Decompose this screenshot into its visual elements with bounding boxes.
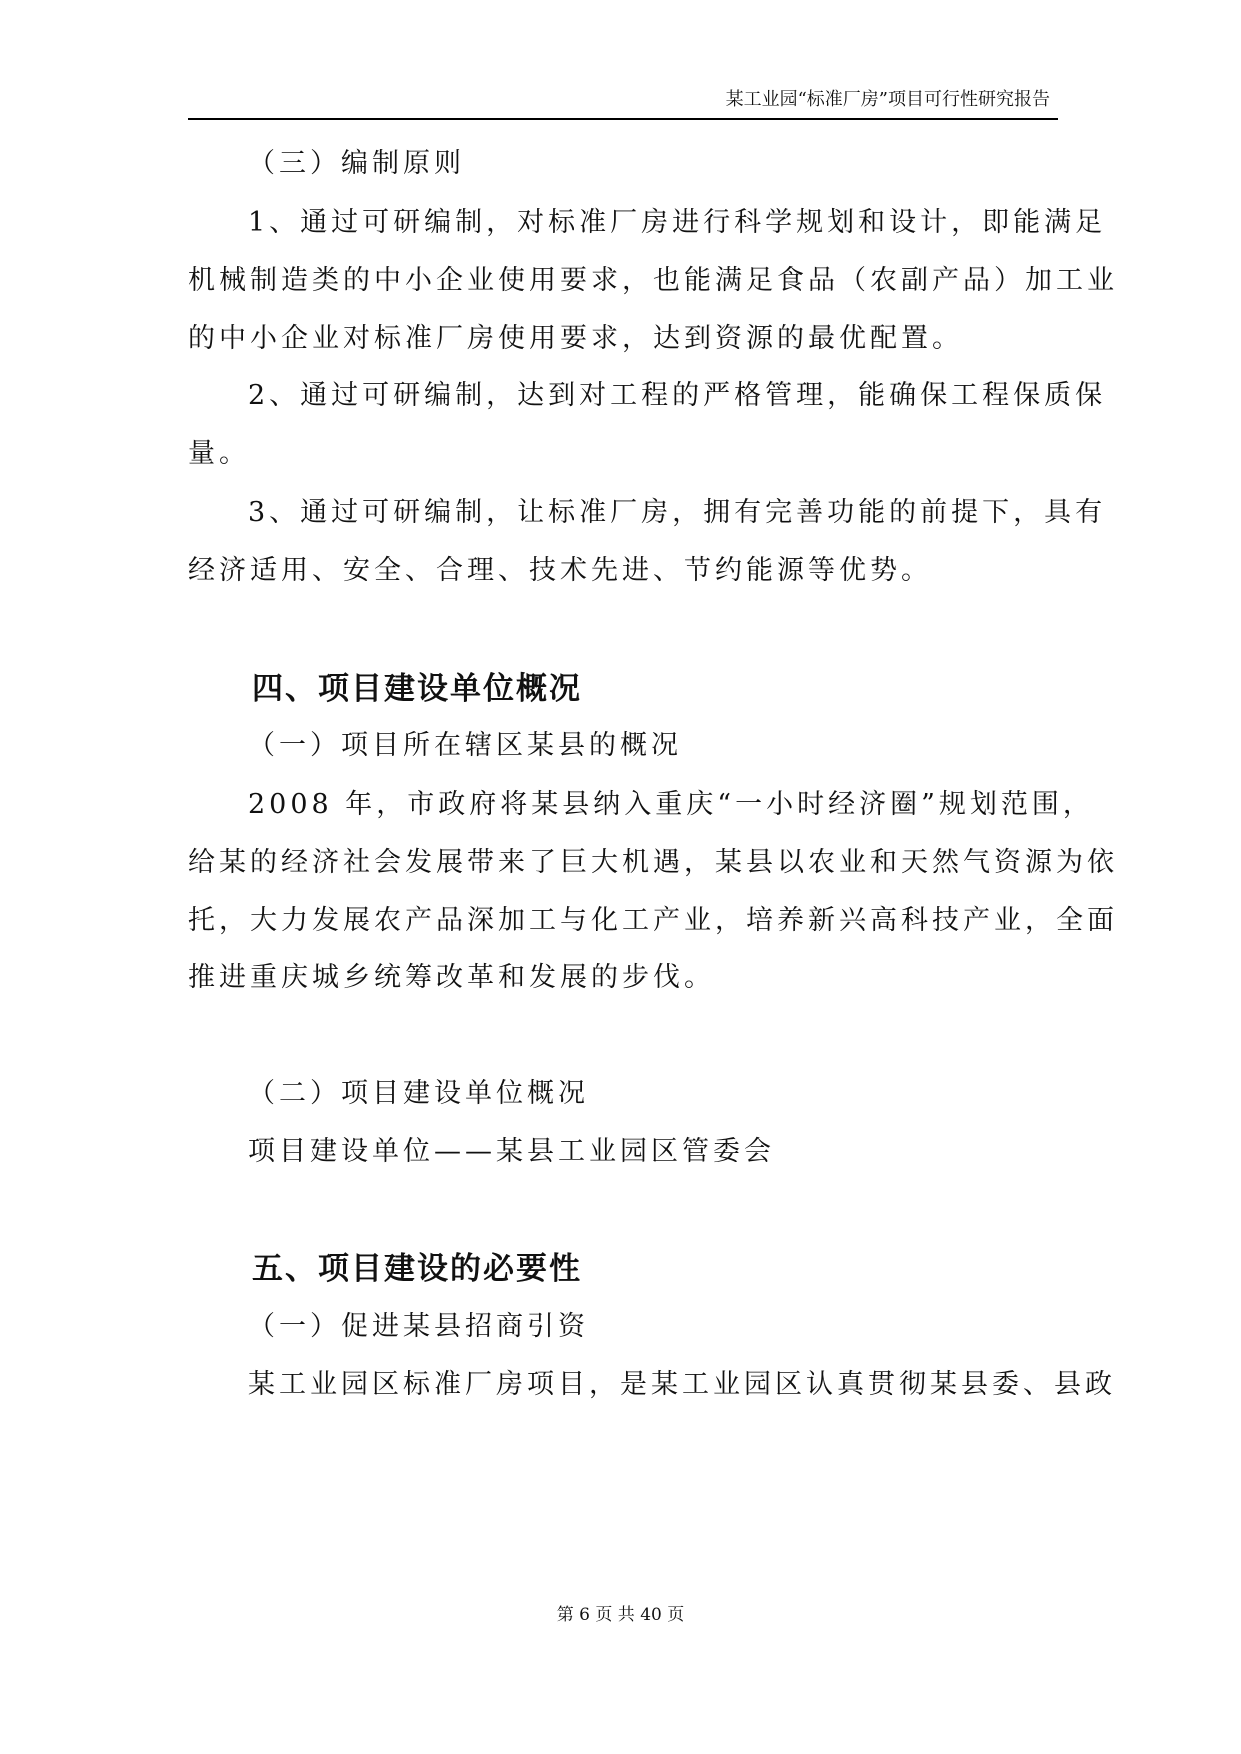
section-heading-4: 四、项目建设单位概况 [252, 671, 582, 707]
paragraph-line: 某工业园区标准厂房项目，是某工业园区认真贯彻某县委、县政 [248, 1369, 1116, 1400]
paragraph-line: 经济适用、安全、合理、技术先进、节约能源等优势。 [188, 555, 932, 586]
paragraph-line: 1、通过可研编制，对标准厂房进行科学规划和设计，即能满足 [248, 207, 1107, 238]
page-number: 第 6 页 共 40 页 [556, 1605, 685, 1625]
section-heading-5: 五、项目建设的必要性 [252, 1251, 582, 1287]
paragraph-line: 机械制造类的中小企业使用要求，也能满足食品（农副产品）加工业 [188, 265, 1118, 296]
section-subtitle-compilation-principles: （三）编制原则 [248, 148, 465, 179]
section-subtitle: （一）促进某县招商引资 [248, 1311, 589, 1342]
paragraph-line: 项目建设单位——某县工业园区管委会 [248, 1136, 775, 1167]
page-header [188, 88, 1058, 120]
paragraph-line: 的中小企业对标准厂房使用要求，达到资源的最优配置。 [188, 323, 963, 354]
section-subtitle: （一）项目所在辖区某县的概况 [248, 730, 682, 761]
paragraph-line: 2、通过可研编制，达到对工程的严格管理，能确保工程保质保 [248, 380, 1107, 411]
paragraph-line: 量。 [188, 438, 250, 469]
document-title: 某工业园“标准厂房”项目可行性研究报告 [725, 89, 1050, 110]
paragraph-line: 给某的经济社会发展带来了巨大机遇，某县以农业和天然气资源为依 [188, 847, 1118, 878]
paragraph-line: 推进重庆城乡统筹改革和发展的步伐。 [188, 962, 715, 993]
paragraph-line: 3、通过可研编制，让标准厂房，拥有完善功能的前提下，具有 [248, 497, 1107, 528]
section-subtitle: （二）项目建设单位概况 [248, 1078, 589, 1109]
paragraph-line: 2008 年，市政府将某县纳入重庆“一小时经济圈”规划范围， [248, 789, 1094, 820]
paragraph-line: 托，大力发展农产品深加工与化工产业，培养新兴高科技产业，全面 [188, 905, 1118, 936]
